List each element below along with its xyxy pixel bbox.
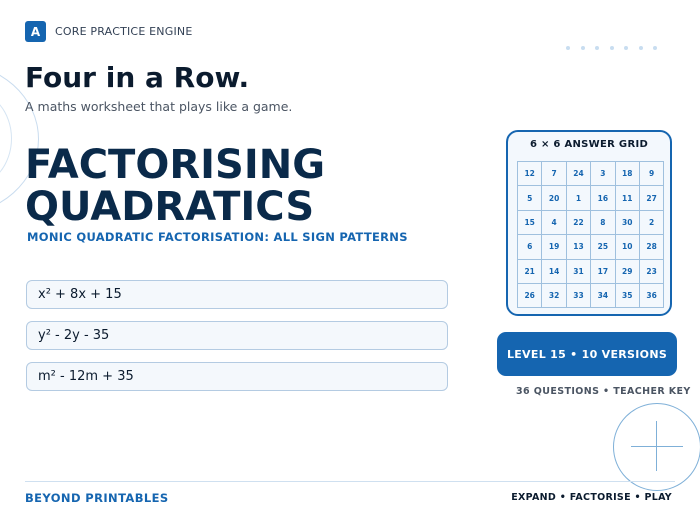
grid-cell[interactable]: 14	[542, 260, 566, 284]
grid-cell[interactable]: 17	[591, 260, 615, 284]
grid-cell[interactable]: 36	[640, 284, 664, 308]
problem-text: m² - 12m + 35	[38, 369, 134, 384]
grid-cell[interactable]: 15	[518, 211, 542, 235]
grid-cell[interactable]: 20	[542, 186, 566, 210]
grid-cell[interactable]: 31	[567, 260, 591, 284]
grid-cell[interactable]: 5	[518, 186, 542, 210]
grid-cell[interactable]: 24	[567, 162, 591, 186]
grid-cell[interactable]: 16	[591, 186, 615, 210]
grid-cell[interactable]: 1	[567, 186, 591, 210]
grid-cell[interactable]: 19	[542, 235, 566, 259]
grid-cell[interactable]: 11	[616, 186, 640, 210]
grid-cell[interactable]: 22	[567, 211, 591, 235]
topic-heading-line2: QUADRATICS	[25, 184, 315, 230]
grid-cell[interactable]: 25	[591, 235, 615, 259]
grid-cell[interactable]: 13	[567, 235, 591, 259]
grid-cell[interactable]: 29	[616, 260, 640, 284]
level-meta: 36 QUESTIONS • TEACHER KEY	[516, 386, 691, 397]
grid-cell[interactable]: 34	[591, 284, 615, 308]
grid-cell[interactable]: 33	[567, 284, 591, 308]
grid-cell[interactable]: 18	[616, 162, 640, 186]
grid-cell[interactable]: 8	[591, 211, 615, 235]
answer-grid-panel	[506, 130, 672, 316]
grid-cell[interactable]: 9	[640, 162, 664, 186]
grid-cell[interactable]: 27	[640, 186, 664, 210]
grid-cell[interactable]: 32	[542, 284, 566, 308]
grid-cell[interactable]: 4	[542, 211, 566, 235]
grid-cell[interactable]: 30	[616, 211, 640, 235]
footer-brand[interactable]: BEYOND PRINTABLES	[25, 491, 169, 505]
footer-divider	[25, 481, 675, 482]
brand-label: CORE PRACTICE ENGINE	[55, 25, 193, 38]
topic-heading	[25, 144, 465, 228]
topic-heading-line1: FACTORISING	[25, 142, 326, 188]
problem-card[interactable]	[26, 362, 448, 391]
grid-cell[interactable]: 7	[542, 162, 566, 186]
decorative-dots	[566, 46, 657, 50]
problem-card[interactable]	[26, 321, 448, 350]
problem-text: y² - 2y - 35	[38, 328, 110, 343]
page-title: Four in a Row.	[25, 61, 250, 94]
plus-icon-vertical	[656, 421, 657, 471]
grid-cell[interactable]: 23	[640, 260, 664, 284]
grid-cell[interactable]: 12	[518, 162, 542, 186]
answer-grid-title: 6 × 6 ANSWER GRID	[529, 139, 649, 150]
grid-cell[interactable]: 6	[518, 235, 542, 259]
answer-grid	[517, 161, 664, 308]
footer-tagline: EXPAND • FACTORISE • PLAY	[511, 492, 672, 503]
level-button[interactable]: LEVEL 15 • 10 VERSIONS	[497, 332, 677, 376]
grid-cell[interactable]: 10	[616, 235, 640, 259]
page-subtitle: A maths worksheet that plays like a game.	[25, 99, 293, 114]
grid-cell[interactable]: 28	[640, 235, 664, 259]
topic-subheading: MONIC QUADRATIC FACTORISATION: ALL SIGN PATTERNS	[27, 230, 408, 244]
grid-cell[interactable]: 2	[640, 211, 664, 235]
problem-card[interactable]	[26, 280, 448, 309]
plus-icon-horizontal	[631, 446, 683, 447]
grid-cell[interactable]: 3	[591, 162, 615, 186]
brand-logo: A	[25, 21, 46, 42]
grid-cell[interactable]: 21	[518, 260, 542, 284]
grid-cell[interactable]: 35	[616, 284, 640, 308]
problem-text: x² + 8x + 15	[38, 287, 122, 302]
grid-cell[interactable]: 26	[518, 284, 542, 308]
